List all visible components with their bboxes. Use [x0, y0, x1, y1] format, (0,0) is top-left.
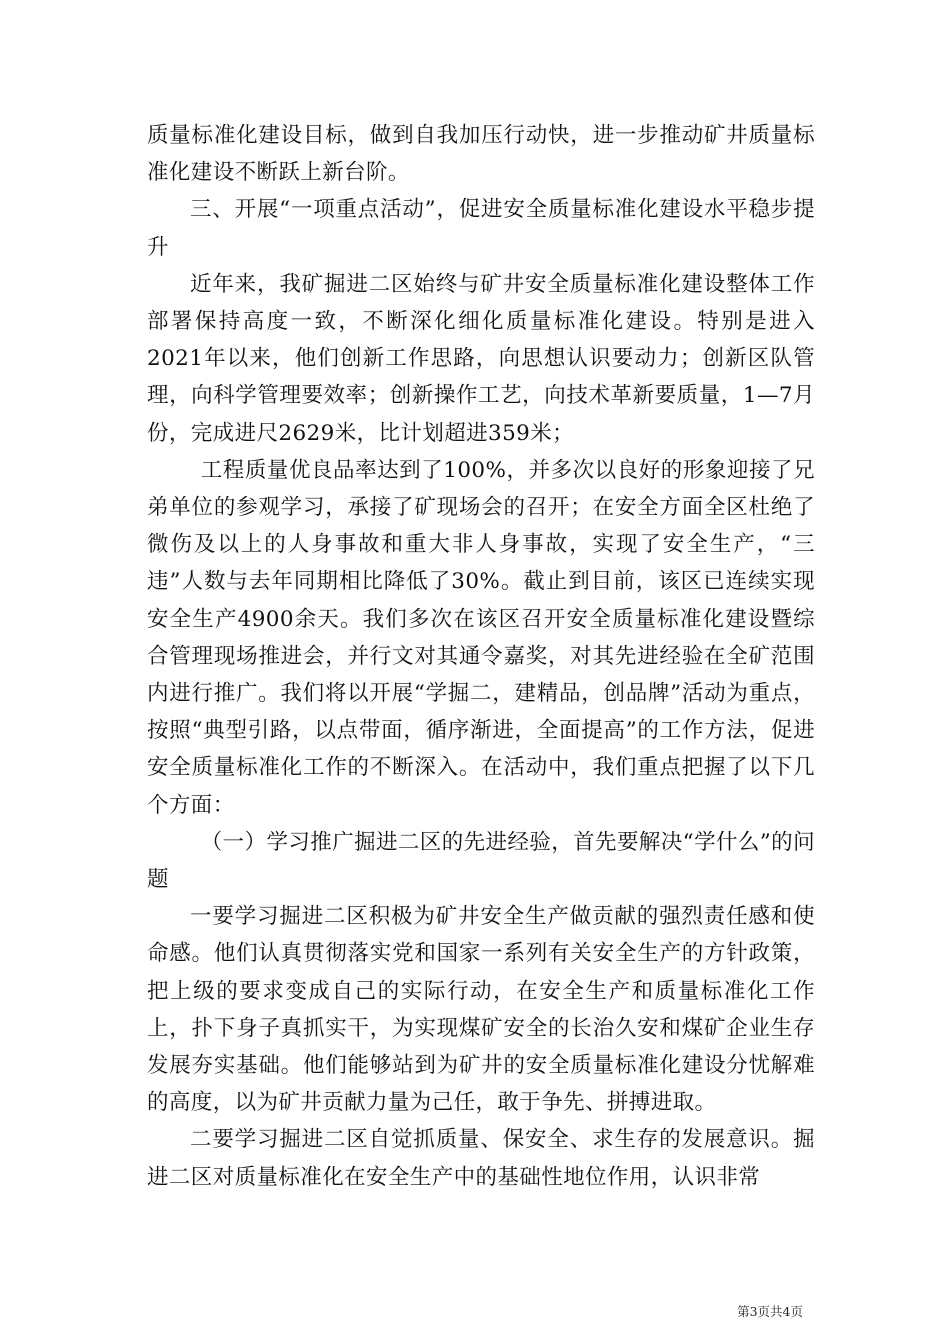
paragraph-point-two: 二要学习掘进二区自觉抓质量、保安全、求生存的发展意识。掘进二区对质量标准化在安全生产中的基础性地位作用，认识非常	[147, 1127, 815, 1190]
page-number-footer: 第3页共4页	[737, 1304, 803, 1319]
subsection-heading-one: （一）学习推广掘进二区的先进经验，首先要解决“学什么”的问题	[147, 829, 815, 893]
paragraph-continuation: 质量标准化建设目标，做到自我加压行动快，进一步推动矿井质量标准化建设不断跃上新台阶。	[147, 123, 815, 186]
paragraph-achievements: 工程质量优良品率达到了100%，并多次以良好的形象迎接了兄弟单位的参观学习，承接了矿现场会的召开；在安全方面全区杜绝了微伤及以上的人身事故和重大非人身事故，实现了安全生产，“三违”人数与去年同期相比降低了30%。截止到目前，该区已连续实现安全生产4900余天。我们多次在该区召开安全质量标准化建设暨综合管理现场推进会，并行文对其通令嘉奖，对其先进经验在全矿范围内进行推广。我们将以开展“学掘二，建精品，创品牌”活动为重点，按照“典型引路，以点带面，循序渐进，全面提高”的工作方法，促进安全质量标准化工作的不断深入。在活动中，我们重点把握了以下几个方面：	[147, 457, 815, 818]
document-body	[147, 117, 815, 1196]
paragraph-intro: 近年来，我矿掘进二区始终与矿井安全质量标准化建设整体工作部署保持高度一致，不断深化细化质量标准化建设。特别是进入2021年以来，他们创新工作思路，向思想认识要动力；创新区队管理，向科学管理要效率；创新操作工艺，向技术革新要质量，1—7月份，完成进尺2629米，比计划超进359米；	[147, 271, 815, 446]
paragraph-point-one: 一要学习掘进二区积极为矿井安全生产做贡献的强烈责任感和使命感。他们认真贯彻落实党和国家一系列有关安全生产的方针政策，把上级的要求变成自己的实际行动，在安全生产和质量标准化工作上，扑下身子真抓实干，为实现煤矿安全的长治久安和煤矿企业生存发展夯实基础。他们能够站到为矿井的安全质量标准化建设分忧解难的高度，以为矿井贡献力量为己任，敢于争先、拼搏进取。	[147, 904, 815, 1116]
section-heading-three: 三、开展“一项重点活动”，促进安全质量标准化建设水平稳步提升	[147, 197, 815, 260]
